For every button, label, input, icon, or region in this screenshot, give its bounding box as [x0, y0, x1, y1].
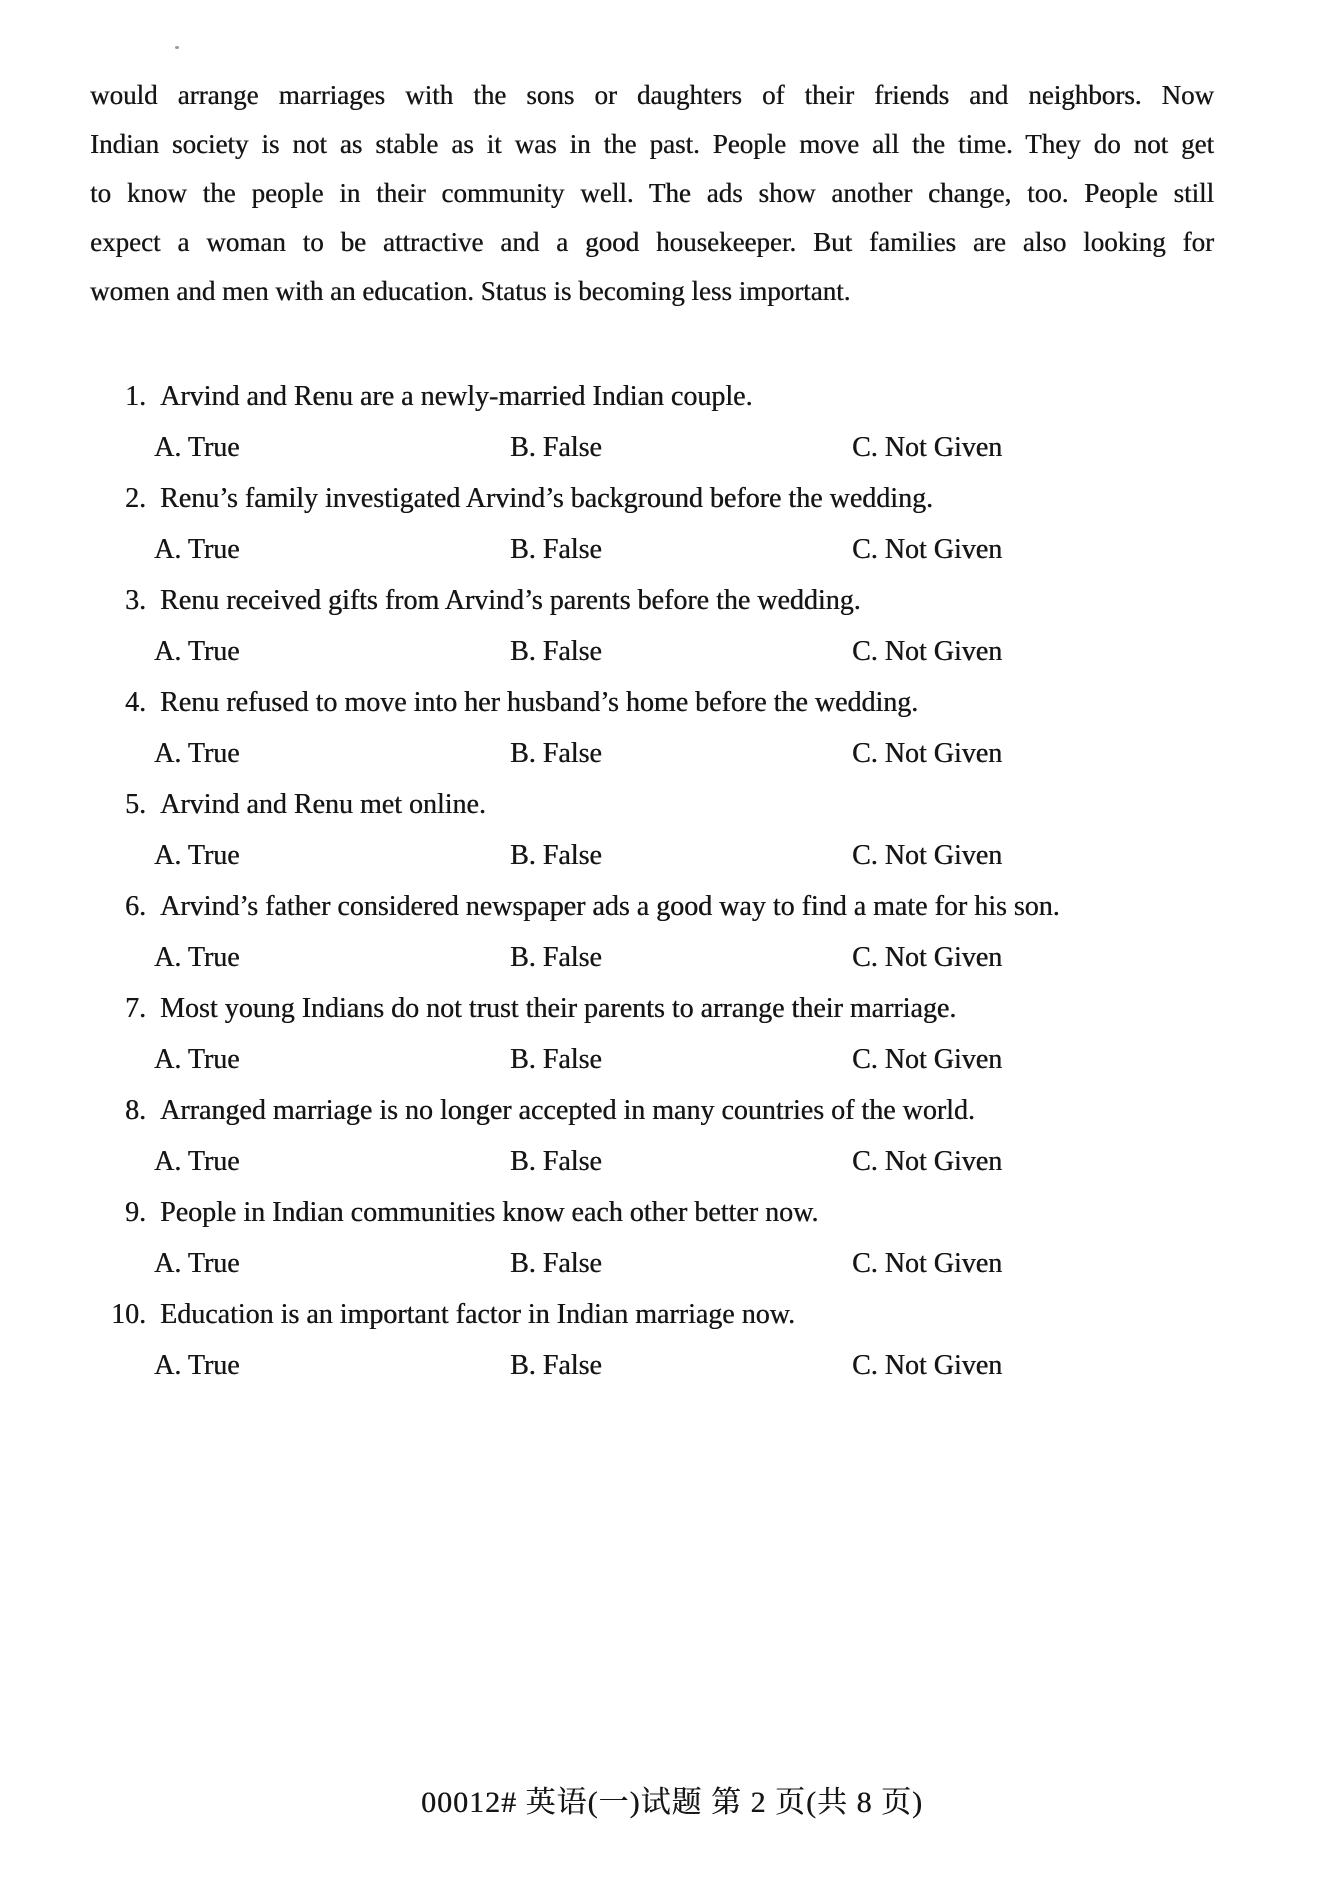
question-row	[0, 983, 1344, 1085]
question-statement: Arvind and Renu are a newly-married Indian couple.	[160, 381, 753, 412]
question-number: 10.	[111, 1299, 146, 1330]
option-false: B. False	[510, 636, 602, 667]
question-statement: Renu refused to move into her husband’s home before the wedding.	[160, 687, 919, 718]
option-true: A. True	[154, 1146, 240, 1177]
question-number: 1.	[125, 381, 146, 412]
option-not-given: C. Not Given	[852, 636, 1003, 667]
scan-artifact-dot	[175, 46, 179, 49]
question-row	[0, 371, 1344, 473]
question-statement: Arranged marriage is no longer accepted in many countries of the world.	[160, 1095, 975, 1126]
option-not-given: C. Not Given	[852, 1044, 1003, 1075]
question-statement: Most young Indians do not trust their parents to arrange their marriage.	[160, 993, 957, 1024]
option-false: B. False	[510, 840, 602, 871]
question-number: 7.	[125, 993, 146, 1024]
option-true: A. True	[154, 840, 240, 871]
option-false: B. False	[510, 1350, 602, 1381]
question-number: 5.	[125, 789, 146, 820]
option-not-given: C. Not Given	[852, 738, 1003, 769]
question-number: 2.	[125, 483, 146, 514]
question-statement: People in Indian communities know each other better now.	[160, 1197, 819, 1228]
option-false: B. False	[510, 738, 602, 769]
option-true: A. True	[154, 1350, 240, 1381]
question-row	[0, 677, 1344, 779]
question-statement: Arvind’s father considered newspaper ads a good way to find a mate for his son.	[160, 891, 1060, 922]
option-not-given: C. Not Given	[852, 840, 1003, 871]
option-false: B. False	[510, 942, 602, 973]
question-number: 3.	[125, 585, 146, 616]
question-row	[0, 575, 1344, 677]
question-row	[0, 1187, 1344, 1289]
question-number: 4.	[125, 687, 146, 718]
passage-line: expect a woman to be attractive and a good housekeeper. But families are also looking for	[90, 227, 1214, 257]
question-statement: Renu’s family investigated Arvind’s background before the wedding.	[160, 483, 933, 514]
question-number: 9.	[125, 1197, 146, 1228]
option-not-given: C. Not Given	[852, 942, 1003, 973]
question-statement: Arvind and Renu met online.	[160, 789, 486, 820]
option-true: A. True	[154, 942, 240, 973]
passage-line: women and men with an education. Status is becoming less important.	[90, 276, 851, 306]
question-row	[0, 473, 1344, 575]
option-false: B. False	[510, 1248, 602, 1279]
question-statement: Education is an important factor in Indian marriage now.	[160, 1299, 795, 1330]
option-false: B. False	[510, 534, 602, 565]
option-true: A. True	[154, 432, 240, 463]
question-row	[0, 1289, 1344, 1391]
option-false: B. False	[510, 1044, 602, 1075]
option-false: B. False	[510, 1146, 602, 1177]
option-true: A. True	[154, 1248, 240, 1279]
option-true: A. True	[154, 534, 240, 565]
passage-line: to know the people in their community well. The ads show another change, too. People still	[90, 178, 1214, 208]
option-true: A. True	[154, 636, 240, 667]
option-not-given: C. Not Given	[852, 1350, 1003, 1381]
passage-line: would arrange marriages with the sons or daughters of their friends and neighbors. Now	[90, 80, 1214, 110]
reading-passage	[90, 71, 1214, 316]
question-list	[0, 371, 1344, 1391]
option-true: A. True	[154, 738, 240, 769]
option-not-given: C. Not Given	[852, 432, 1003, 463]
option-not-given: C. Not Given	[852, 534, 1003, 565]
passage-line: Indian society is not as stable as it was in the past. People move all the time. They do not get	[90, 129, 1214, 159]
question-row	[0, 881, 1344, 983]
question-row	[0, 1085, 1344, 1187]
question-row	[0, 779, 1344, 881]
option-not-given: C. Not Given	[852, 1146, 1003, 1177]
option-false: B. False	[510, 432, 602, 463]
question-statement: Renu received gifts from Arvind’s parents before the wedding.	[160, 585, 861, 616]
option-true: A. True	[154, 1044, 240, 1075]
question-number: 8.	[125, 1095, 146, 1126]
option-not-given: C. Not Given	[852, 1248, 1003, 1279]
question-number: 6.	[125, 891, 146, 922]
page-footer: 00012# 英语(一)试题 第 2 页(共 8 页)	[421, 1786, 923, 1819]
